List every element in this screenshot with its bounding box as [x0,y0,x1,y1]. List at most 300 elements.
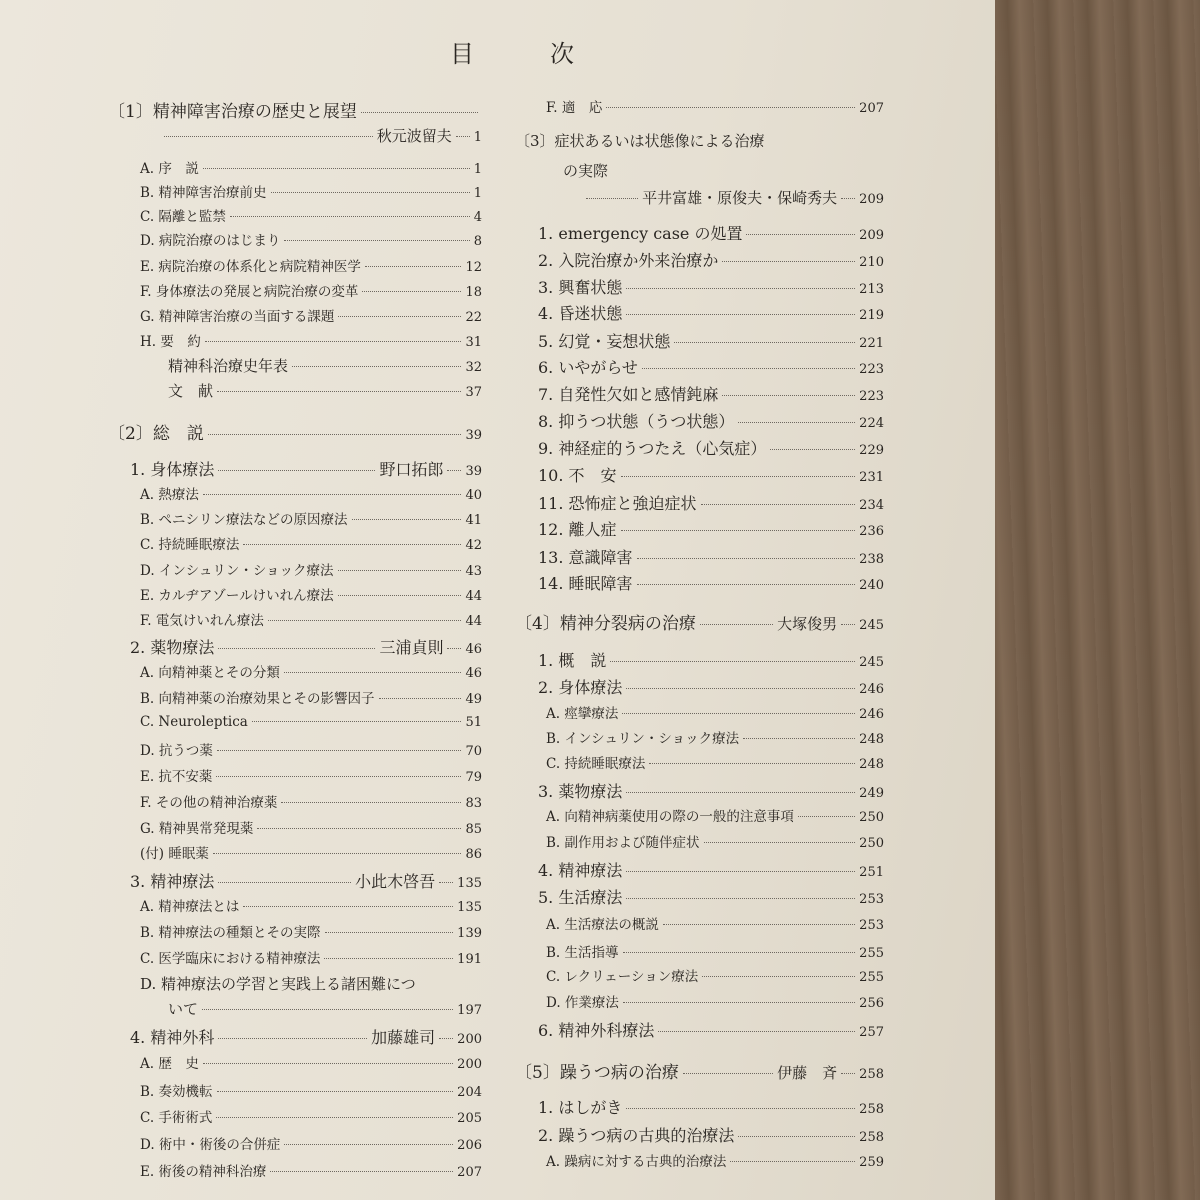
leader-dots [257,828,461,829]
leader-dots [202,1009,453,1010]
right-toc-entry [538,248,884,271]
right-toc-entry [515,1058,884,1083]
right-toc-entry [538,779,884,802]
leader-dots [218,470,375,471]
left-toc-entry [140,255,482,275]
entry-title: B. 生活指導 [546,945,619,961]
page-title: 目 次 [450,40,600,68]
entry-title: C. 隔離と監禁 [140,209,226,225]
entry-title: A. 熱療法 [140,487,199,503]
entry-title: C. 医学臨床における精神療法 [140,951,321,967]
right-toc-entry [538,355,884,378]
left-toc-entry [130,635,482,658]
right-toc-entry [538,329,884,352]
leader-dots [365,266,462,267]
page-number: 207 [859,101,884,116]
entry-title: 10. 不 安 [538,466,617,485]
entry-title: 精神科治療史年表 [168,357,289,375]
entry-title: 4. 精神療法 [538,861,623,880]
entry-author: 加藤雄司 [371,1028,436,1047]
page-number: 46 [465,666,482,681]
leader-dots [243,544,461,545]
leader-dots [252,721,462,722]
entry-title: F. 電気けいれん療法 [140,613,264,629]
page-number: 219 [859,308,884,323]
leader-dots [338,316,461,317]
page-number: 1 [473,186,482,201]
leader-dots [586,198,638,199]
entry-title: A. 序 説 [140,161,199,177]
page-number: 85 [465,822,482,837]
entry-title: 6. 精神外科療法 [538,1021,655,1040]
page-number: 197 [457,1003,482,1018]
right-toc-entry [538,545,884,568]
left-toc-entry [140,609,482,629]
leader-dots [447,470,461,471]
right-toc-entry [538,382,884,405]
left-toc-entry [140,714,482,730]
leader-dots [218,1038,367,1039]
left-toc-entry [140,895,482,915]
page-number: 234 [859,498,884,513]
page-number: 39 [465,464,482,479]
entry-title: 2. 薬物療法 [130,638,215,657]
page-number: 8 [473,234,482,249]
left-toc-entry [168,355,482,376]
page-number: 43 [465,564,482,579]
page-number: 22 [465,310,482,325]
left-toc-entry [140,330,482,350]
left-toc-entry [140,973,482,994]
page-number: 12 [465,260,482,275]
right-toc-entry [538,491,884,514]
page-number: 246 [859,707,884,722]
right-toc-entry [538,571,884,594]
right-toc-entry [538,675,884,698]
entry-title: 12. 離人症 [538,520,617,539]
leader-dots [203,1063,453,1064]
leader-dots [621,530,856,531]
leader-dots [722,395,855,396]
right-toc-entry [546,702,884,722]
page-number: 39 [465,428,482,443]
leader-dots [217,750,462,751]
entry-title: 5. 幻覚・妄想状態 [538,332,671,351]
entry-title: B. 奏効機転 [140,1084,213,1100]
left-toc-entry [108,419,482,444]
left-toc-entry [140,280,482,300]
leader-dots [746,234,855,235]
page-number: 221 [859,336,884,351]
leader-dots [281,802,461,803]
right-toc-entry [546,1150,884,1170]
entry-title: D. 作業療法 [546,995,619,1011]
wooden-table-background [995,0,1200,1200]
leader-dots [230,216,470,217]
right-toc-entry [538,463,884,486]
right-toc-entry [538,409,884,432]
right-toc-entry [546,991,884,1011]
page-number: 250 [859,836,884,851]
entry-author: 大塚俊男 [777,615,838,633]
leader-dots [216,1117,453,1118]
leader-dots [722,261,855,262]
leader-dots [203,494,462,495]
page-number: 37 [465,385,482,400]
leader-dots [217,391,461,392]
leader-dots [674,342,855,343]
page-number: 204 [457,1085,482,1100]
entry-title: 8. 抑うつ状態（うつ状態） [538,412,735,431]
leader-dots [798,816,855,817]
left-toc-entry [140,842,482,862]
leader-dots [284,240,469,241]
entry-title: 13. 意識障害 [538,548,633,567]
page-number: 207 [457,1165,482,1180]
page-number: 135 [457,876,482,891]
page-number: 238 [859,552,884,567]
entry-author: 小此木啓吾 [355,872,436,891]
right-toc-entry [538,1018,884,1041]
page-number: 258 [859,1067,884,1082]
entry-title: B. 副作用および随伴症状 [546,835,700,851]
page-number: 206 [457,1138,482,1153]
page-number: 224 [859,416,884,431]
entry-title: F. その他の精神治療薬 [140,795,278,811]
page-number: 248 [859,732,884,747]
left-toc-entry [140,921,482,941]
page-number: 231 [859,470,884,485]
leader-dots [841,624,855,625]
leader-dots [270,1171,453,1172]
leader-dots [700,624,773,625]
entry-title: C. Neuroleptica [140,714,248,730]
left-toc-entry [140,584,482,604]
page-number: 40 [465,488,482,503]
page-number: 223 [859,362,884,377]
right-toc-entry [515,609,884,634]
leader-dots [284,1144,453,1145]
entry-title: E. カルヂアゾールけいれん療法 [140,588,334,604]
right-toc-entry [546,913,884,933]
entry-title: D. インシュリン・ショック療法 [140,563,334,579]
left-toc-entry [140,559,482,579]
leader-dots [626,898,855,899]
page-number: 257 [859,1025,884,1040]
leader-dots [208,434,462,435]
entry-title: C. 手術術式 [140,1110,213,1126]
leader-dots [621,476,856,477]
leader-dots [610,661,855,662]
right-toc-entry [546,965,884,985]
leader-dots [623,1002,855,1003]
entry-title: B. インシュリン・ショック療法 [546,731,740,747]
leader-dots [730,1161,855,1162]
entry-author: 平井富雄・原俊夫・保崎秀夫 [642,189,838,207]
leader-dots [841,198,855,199]
leader-dots [268,620,462,621]
leader-dots [362,291,461,292]
entry-author: 三浦貞則 [379,638,444,657]
page-number: 229 [859,443,884,458]
entry-title: B. 精神障害治療前史 [140,185,267,201]
page-number: 255 [859,946,884,961]
right-toc-entry [546,831,884,851]
left-toc-entry [140,533,482,553]
leader-dots [447,648,461,649]
left-toc-entry [168,380,482,401]
leader-dots [164,136,373,137]
left-toc-entry [140,181,482,201]
left-toc-entry [140,817,482,837]
entry-title: 14. 睡眠障害 [538,574,633,593]
right-toc-entry [538,648,884,671]
leader-dots [325,932,454,933]
leader-dots [626,314,855,315]
entry-title: 〔5〕躁うつ病の治療 [515,1063,679,1083]
page-number: 42 [465,538,482,553]
entry-author: 野口拓郎 [379,460,444,479]
leader-dots [439,882,453,883]
page-number: 245 [859,655,884,670]
leader-dots [361,112,478,113]
page-number: 44 [465,589,482,604]
leader-dots [338,595,462,596]
page-number: 258 [859,1102,884,1117]
entry-title: B. 精神療法の種類とその実際 [140,925,321,941]
left-toc-entry [140,1052,482,1072]
leader-dots [352,519,462,520]
page-number: 259 [859,1155,884,1170]
leader-dots [284,672,462,673]
page-number: 209 [859,192,884,207]
leader-dots [642,368,855,369]
left-toc-entry [140,157,482,177]
leader-dots [379,698,462,699]
entry-title: 1. emergency case の処置 [538,224,743,243]
entry-author: 伊藤 斉 [777,1064,838,1082]
leader-dots [658,1031,855,1032]
right-toc-entry [546,941,884,961]
page-number: 135 [457,900,482,915]
entry-title: 6. いやがらせ [538,358,638,377]
page-number: 253 [859,918,884,933]
leader-dots [456,136,470,137]
entry-title: D. 病院治療のはじまり [140,233,281,249]
page-number: 70 [465,744,482,759]
right-toc-entry [546,96,884,116]
leader-dots [622,713,855,714]
leader-dots [216,776,461,777]
entry-title: 4. 昏迷状態 [538,304,623,323]
page-number: 205 [457,1111,482,1126]
page-number: 209 [859,228,884,243]
entry-title: の実際 [563,162,609,180]
page-number: 4 [473,210,482,225]
left-toc-entry [140,1160,482,1180]
leader-dots [637,584,856,585]
leader-dots [439,1038,453,1039]
entry-title: D. 抗うつ薬 [140,743,213,759]
page-number: 249 [859,786,884,801]
entry-title: E. 抗不安薬 [140,769,213,785]
entry-title: A. 精神療法とは [140,899,240,915]
entry-title: 4. 精神外科 [130,1028,215,1047]
leader-dots [626,792,855,793]
right-toc-entry [563,160,884,181]
entry-title: A. 躁病に対する古典的治療法 [546,1154,727,1170]
right-toc-entry [582,187,884,208]
page-number: 251 [859,865,884,880]
right-toc-entry [538,436,884,459]
entry-title: 1. はしがき [538,1098,623,1117]
right-toc-entry [515,130,884,151]
entry-title: 3. 薬物療法 [538,782,623,801]
left-toc-entry [168,998,482,1019]
leader-dots [738,1136,855,1137]
page-number: 86 [465,847,482,862]
entry-title: 〔4〕精神分裂病の治療 [515,614,696,634]
entry-title: D. 精神療法の学習と実践上る諸困難につ [140,975,416,993]
page-number: 253 [859,892,884,907]
page-number: 83 [465,796,482,811]
entry-title: B. ペニシリン療法などの原因療法 [140,512,348,528]
entry-title: 5. 生活療法 [538,888,623,907]
leader-dots [637,558,856,559]
left-toc-entry [130,1025,482,1048]
page-number: 246 [859,682,884,697]
entry-title: 11. 恐怖症と強迫症状 [538,494,697,513]
right-toc-entry [538,1095,884,1118]
entry-title: G. 精神障害治療の当面する課題 [140,309,335,325]
entry-title: C. 持続睡眠療法 [546,756,646,772]
left-toc-entry [160,125,482,146]
entry-title: C. 持続睡眠療法 [140,537,240,553]
left-toc-entry [130,869,482,892]
page-number: 49 [465,692,482,707]
right-toc-entry [546,727,884,747]
left-toc-entry [140,947,482,967]
page-number: 245 [859,618,884,633]
page-number: 191 [457,952,482,967]
leader-dots [649,763,855,764]
page-number: 31 [465,335,482,350]
page-number: 79 [465,770,482,785]
right-toc-entry [538,1123,884,1146]
leader-dots [626,288,855,289]
entry-title: 3. 興奮状態 [538,278,623,297]
leader-dots [743,738,855,739]
leader-dots [738,422,855,423]
right-toc-entry [538,221,884,244]
leader-dots [292,366,461,367]
entry-title: G. 精神異常発現薬 [140,821,254,837]
left-toc-entry [140,305,482,325]
entry-title: 文 献 [168,382,214,400]
leader-dots [218,882,351,883]
leader-dots [271,192,470,193]
entry-title: A. 向精神薬とその分類 [140,665,280,681]
leader-dots [770,449,855,450]
leader-dots [663,924,855,925]
leader-dots [213,853,462,854]
page-number: 1 [473,162,482,177]
left-toc-entry [140,687,482,707]
entry-title: 3. 精神療法 [130,872,215,891]
leader-dots [701,504,856,505]
entry-title: いて [168,1000,199,1018]
entry-title: 1. 身体療法 [130,460,215,479]
page-number: 41 [465,513,482,528]
page-number: 250 [859,810,884,825]
leader-dots [243,906,453,907]
page-number: 255 [859,970,884,985]
leader-dots [217,1091,454,1092]
page-number: 18 [465,285,482,300]
right-toc-entry [538,885,884,908]
left-toc-entry [140,791,482,811]
page-number: 46 [465,642,482,657]
entry-title: 〔3〕症状あるいは状態像による治療 [515,132,765,150]
leader-dots [203,168,470,169]
right-toc-entry [538,517,884,540]
page-number: 200 [457,1057,482,1072]
leader-dots [205,341,462,342]
leader-dots [704,842,856,843]
entry-title: 9. 神経症的うつたえ（心気症） [538,439,767,458]
entry-title: F. 適 応 [546,100,603,116]
left-toc-entry [130,457,482,480]
left-toc-entry [140,661,482,681]
page-number: 240 [859,578,884,593]
entry-title: H. 要 約 [140,334,201,350]
page-number: 210 [859,255,884,270]
leader-dots [606,107,855,108]
entry-title: A. 生活療法の概説 [546,917,659,933]
entry-title: 7. 自発性欠如と感情鈍麻 [538,385,719,404]
entry-title: A. 向精神病薬使用の際の一般的注意事項 [546,809,794,825]
entry-title: 1. 概 説 [538,651,607,670]
entry-title: D. 術中・術後の合併症 [140,1137,281,1153]
left-toc-entry [140,1106,482,1126]
entry-title: E. 術後の精神科治療 [140,1164,267,1180]
entry-title: 2. 身体療法 [538,678,623,697]
entry-title: 2. 躁うつ病の古典的治療法 [538,1126,735,1145]
entry-title: F. 身体療法の発展と病院治療の変革 [140,284,359,300]
left-toc-entry [140,205,482,225]
left-toc-entry [140,483,482,503]
page-number: 200 [457,1032,482,1047]
entry-title: 〔1〕精神障害治療の歴史と展望 [108,102,357,122]
left-toc-entry [140,229,482,249]
entry-title: 〔2〕総 説 [108,424,204,444]
page-number: 51 [465,715,482,730]
leader-dots [626,688,855,689]
left-toc-entry [140,508,482,528]
page-number: 32 [465,360,482,375]
leader-dots [623,952,856,953]
page-number: 258 [859,1130,884,1145]
leader-dots [683,1073,773,1074]
entry-title: (付) 睡眠薬 [140,846,209,862]
page-number: 236 [859,524,884,539]
right-toc-entry [538,275,884,298]
leader-dots [218,648,375,649]
page-number: 248 [859,757,884,772]
right-toc-entry [546,805,884,825]
page-number: 256 [859,996,884,1011]
right-toc-entry [546,752,884,772]
